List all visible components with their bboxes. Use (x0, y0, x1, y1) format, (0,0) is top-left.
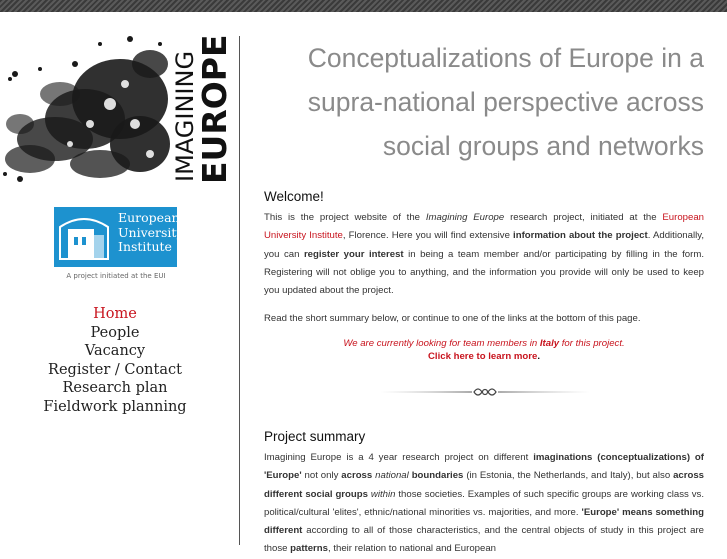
summary-italic: within (370, 488, 396, 500)
summary-emphasis: patterns (290, 543, 328, 555)
ornament-divider-icon (380, 384, 590, 400)
summary-text-part: those societies. Examples of such specific groups are working class vs. political/cultural 'elites', ethnic/national minorities vs. majorities, and more. (264, 488, 704, 518)
vacancy-notice (264, 337, 704, 363)
welcome-text-part: in being a team member and/or participating by filling in the form. Registering will not oblige you to anything, and the information you provide will only be used to keep you updated about the project. (264, 248, 704, 297)
sidebar-divider (239, 36, 240, 545)
summary-emphasis: imaginations (conceptualizations) of 'Europe' (264, 452, 704, 482)
summary-emphasis: across different social groups (264, 470, 704, 500)
summary-text-part: according to all of those characteristics, and the central objects of study in this project are those (264, 525, 704, 555)
learn-more-line (264, 350, 704, 363)
summary-italic: national (375, 470, 409, 482)
top-stripe-bar (0, 0, 727, 12)
notice-text-part: We are currently looking for team members in (343, 338, 540, 349)
eui-wordmark (118, 210, 184, 255)
register-interest-link[interactable]: register your interest (303, 248, 404, 260)
sidebar-nav (0, 305, 230, 416)
logo-text-europe: EUROPE (195, 34, 234, 184)
nav-item-fieldwork-planning[interactable]: Fieldwork planning (43, 398, 187, 415)
eui-wordmark-line3: Institute (118, 239, 172, 254)
nav-item-register-contact[interactable]: Register / Contact (48, 361, 182, 378)
summary-text-part: Imagining Europe is a 4 year research project on different (264, 452, 534, 463)
welcome-text-part: research project, initiated at the (504, 212, 663, 223)
headline-line1: Conceptualizations of Europe in a (307, 43, 704, 73)
headline-line2: supra-national perspective across (307, 87, 704, 117)
headline-line3: social groups and networks (382, 131, 704, 161)
nav-item-home[interactable]: Home (93, 306, 137, 322)
notice-country: Italy (539, 338, 560, 349)
welcome-paragraph (264, 209, 704, 300)
information-link[interactable]: information about the project (513, 230, 648, 242)
summary-text-part: not only (301, 470, 342, 482)
eui-wordmark-line1: European (118, 210, 180, 225)
ink-splash-logo-art (0, 24, 175, 184)
summary-text-part: (in Estonia, the Netherlands, and Italy), but also (463, 470, 674, 482)
project-name-emphasis: Imagining Europe (425, 212, 505, 223)
summary-emphasis: 'Europe' means something different (264, 506, 705, 537)
summary-text-part: , their relation to national and European (328, 543, 497, 555)
eui-logo[interactable] (54, 207, 184, 267)
welcome-heading: Welcome! (264, 189, 324, 204)
summary-emphasis: across (341, 470, 373, 482)
nav-item-research-plan[interactable]: Research plan (62, 380, 168, 396)
welcome-text-part: This is the project website of the (264, 212, 426, 223)
project-summary-heading: Project summary (264, 429, 366, 444)
logo-text-imagining: IMAGINING (171, 50, 199, 182)
project-summary-paragraph (264, 449, 704, 559)
eui-caption: A project initiated at the EUI (66, 272, 166, 280)
eui-wordmark-line2: University (118, 224, 184, 240)
notice-text-part: for this project. (559, 338, 625, 349)
learn-more-dot: . (537, 351, 540, 362)
welcome-text-part: , Florence. Here you will find extensive (342, 230, 514, 242)
nav-item-people[interactable]: People (90, 324, 140, 341)
vacancy-notice-line (264, 337, 704, 350)
eui-building-icon (54, 207, 114, 267)
page-headline (262, 36, 704, 168)
eui-link[interactable]: European University Institute (264, 212, 705, 242)
learn-more-link[interactable]: Click here to learn more (428, 351, 538, 362)
summary-emphasis: boundaries (411, 470, 464, 482)
nav-item-vacancy[interactable]: Vacancy (84, 343, 146, 359)
welcome-text-part: . Additionally, you can (264, 230, 704, 260)
short-summary-text: Read the short summary below, or continue to one of the links at the bottom of this page. (264, 313, 641, 324)
